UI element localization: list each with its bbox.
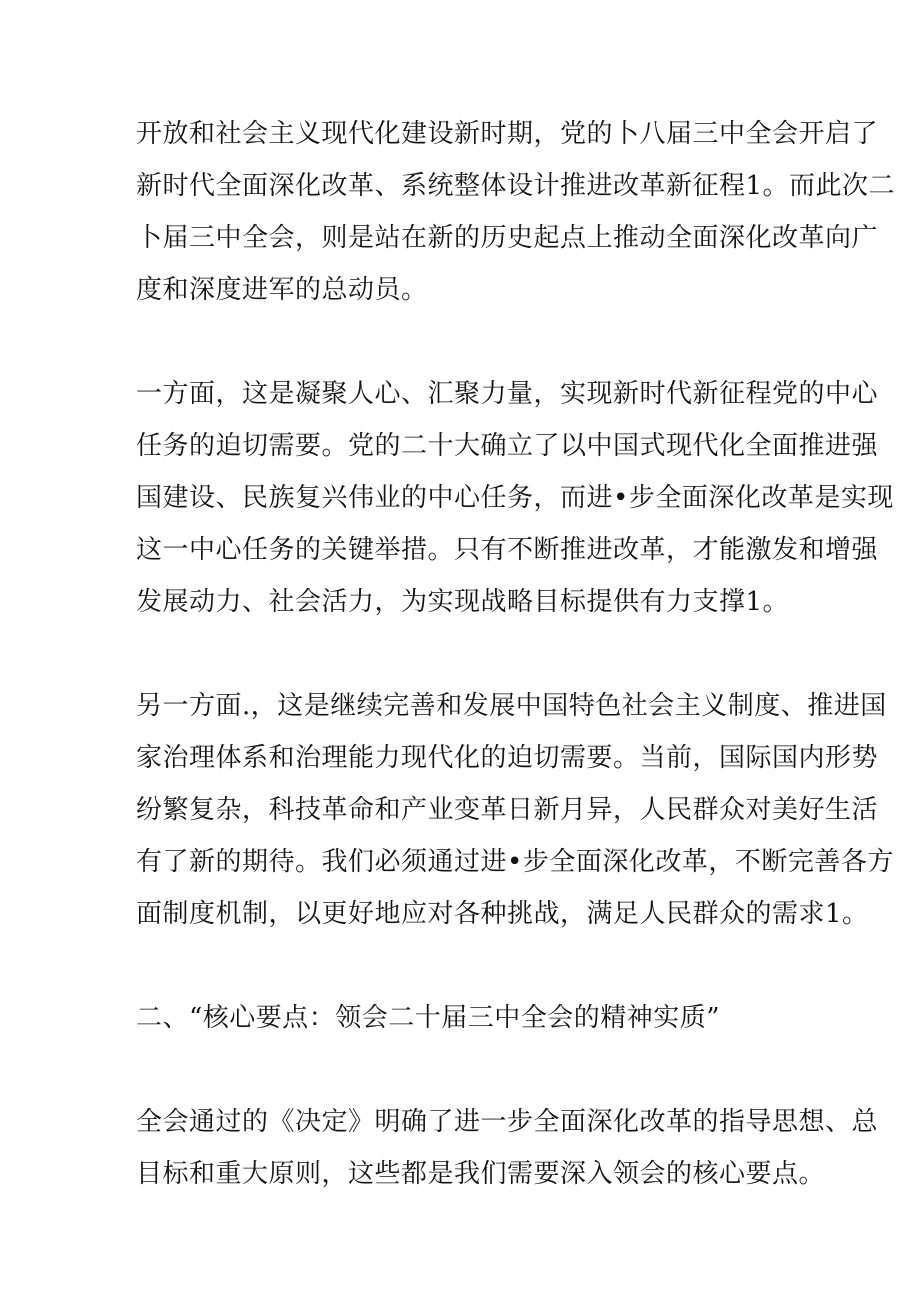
document-page: [136, 108, 896, 1200]
text-line: 全会通过的《决定》明确了进一步全面深化改革的指导思想、总: [136, 1107, 879, 1137]
text-line: 国建设、民族复兴伟业的中心任务，而进•步全面深化改革是实现: [136, 483, 894, 513]
heading-text: 二、“核心要点：领会二十届三中全会的精神实质”: [136, 1003, 721, 1033]
text-line: 另一方面.，这是继续完善和发展中国特色社会主义制度、推进国: [136, 691, 887, 721]
text-line: 纷繁复杂，科技革命和产业变革日新月异，人民群众对美好生活: [136, 795, 879, 825]
paragraph-reform-history: [136, 108, 896, 316]
text-line: 面制度机制，以更好地应对各种挑战，满足人民群众的需求1。: [136, 899, 869, 929]
text-line: 卜届三中全会，则是站在新的历史起点上推动全面深化改革向广: [136, 223, 879, 253]
text-line: 度和深度进军的总动员。: [136, 275, 428, 305]
text-line: 有了新的期待。我们必须通过进•步全面深化改革，不断完善各方: [136, 847, 894, 877]
text-line: 家治理体系和治理能力现代化的迫切需要。当前，国际国内形势: [136, 743, 879, 773]
text-line: 发展动力、社会活力，为实现战略目标提供有力支撑1。: [136, 587, 790, 617]
text-line: 一方面，这是凝聚人心、汇聚力量，实现新时代新征程党的中心: [136, 379, 879, 409]
section-heading: [136, 992, 800, 1044]
text-line: 任务的迫切需要。党的二十大确立了以中国式现代化全面推进强: [136, 431, 879, 461]
paragraph-core-points: [136, 1096, 879, 1200]
text-line: 新时代全面深化改革、系统整体设计推进改革新征程1。而此次二: [136, 171, 896, 201]
text-line: 目标和重大原则，这些都是我们需要深入领会的核心要点。: [136, 1159, 826, 1189]
paragraph-first-aspect: [136, 368, 894, 628]
text-line: 这一中心任务的关键举措。只有不断推进改革，才能激发和增强: [136, 535, 879, 565]
paragraph-second-aspect: [136, 680, 894, 940]
text-line: 开放和社会主义现代化建设新时期，党的卜八届三中全会开启了: [136, 119, 879, 149]
